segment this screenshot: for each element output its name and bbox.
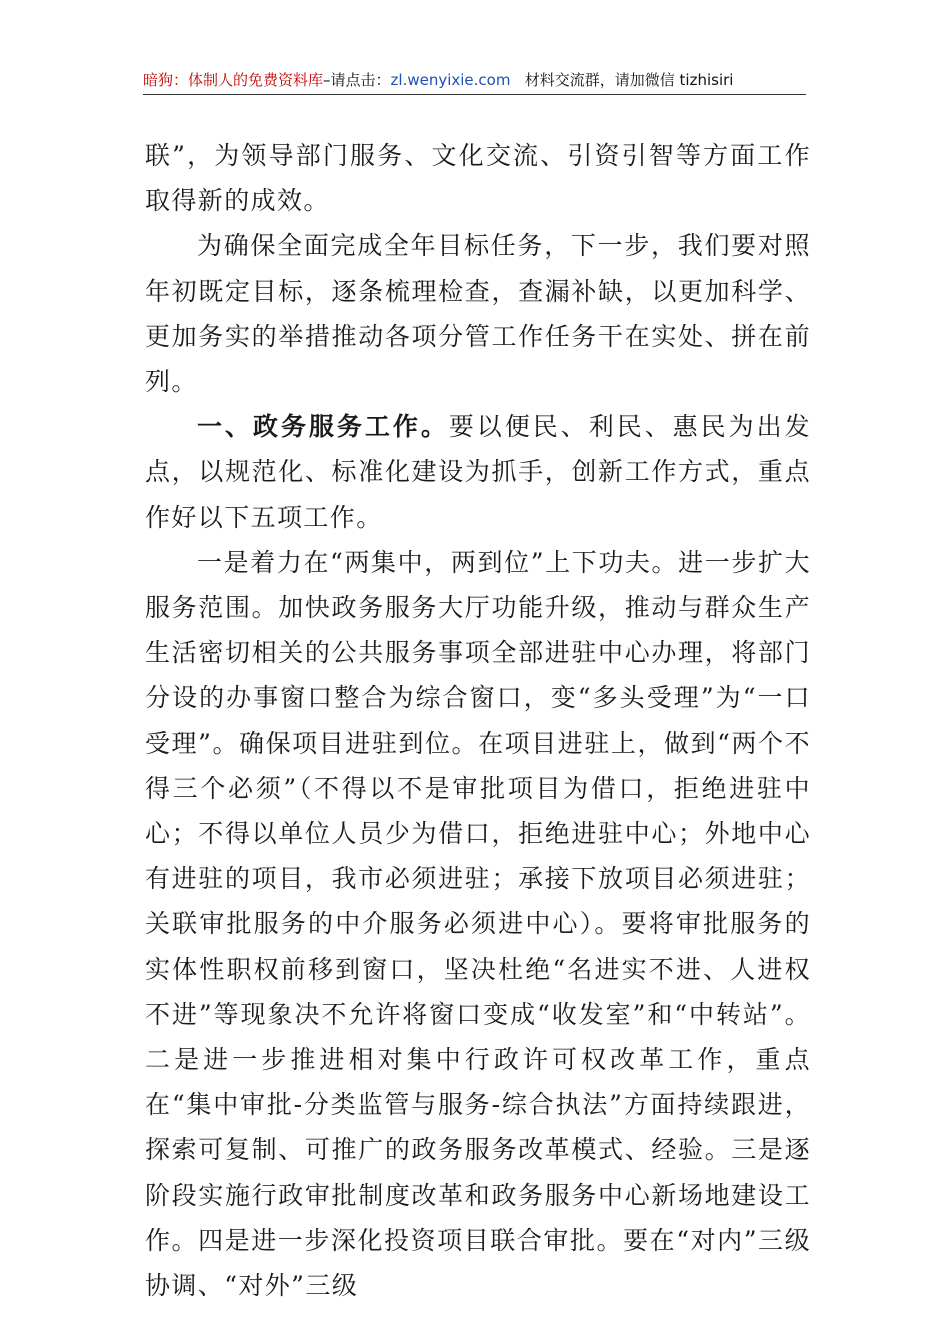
header-title: 暗狗：体制人的免费资料库 [143,71,324,89]
paragraph-2: 为确保全面完成全年目标任务，下一步，我们要对照年初既定目标，逐条梳理检查，查漏补缺，以更加科学、更加务实的举措推动各项分管工作任务干在实处、拼在前列。 [145,231,811,397]
header-contact: 材料交流群，请加微信 tizhisiri [524,71,734,89]
document-body [145,133,811,1308]
page-header [143,70,806,95]
paragraph-1: 联”，为领导部门服务、文化交流、引资引智等方面工作取得新的成效。 [145,141,811,216]
header-url-link[interactable]: zl.wenyixie.com [390,71,511,89]
section-heading-body: 要以便民、利民、惠民为出发点，以规范化、标准化建设为抓手，创新工作方式，重点作好以下五项工作。 [145,412,811,532]
paragraph-3 [145,404,811,540]
paragraph-4: 一是着力在“两集中，两到位”上下功夫。进一步扩大服务范围。加快政务服务大厅功能升级，推动与群众生产生活密切相关的公共服务事项全部进驻中心办理，将部门分设的办事窗口整合为综合窗口，变“多头受理”为“一口受理”。确保项目进驻到位。在项目进驻上，做到“两个不得三个必须”（不得以不是审批项目为借口，拒绝进驻中心；不得以单位人员少为借口，拒绝进驻中心；外地中心有进驻的项目，我市必须进驻；承接下放项目必须进驻；关联审批服务的中介服务必须进中心）。要将审批服务的实体性职权前移到窗口，坚决杜绝“名进实不进、人进权不进”等现象决不允许将窗口变成“收发室”和“中转站”。二是进一步推进相对集中行政许可权改革工作，重点在“集中审批-分类监管与服务-综合执法”方面持续跟进，探索可复制、可推广的政务服务改革模式、经验。三是逐阶段实施行政审批制度改革和政务服务中心新场地建设工作。四是进一步深化投资项目联合审批。要在“对内”三级协调、“对外”三级 [145,547,811,1301]
section-heading: 一、政务服务工作。 [197,412,449,442]
header-click-prompt: –请点击： [323,71,391,89]
